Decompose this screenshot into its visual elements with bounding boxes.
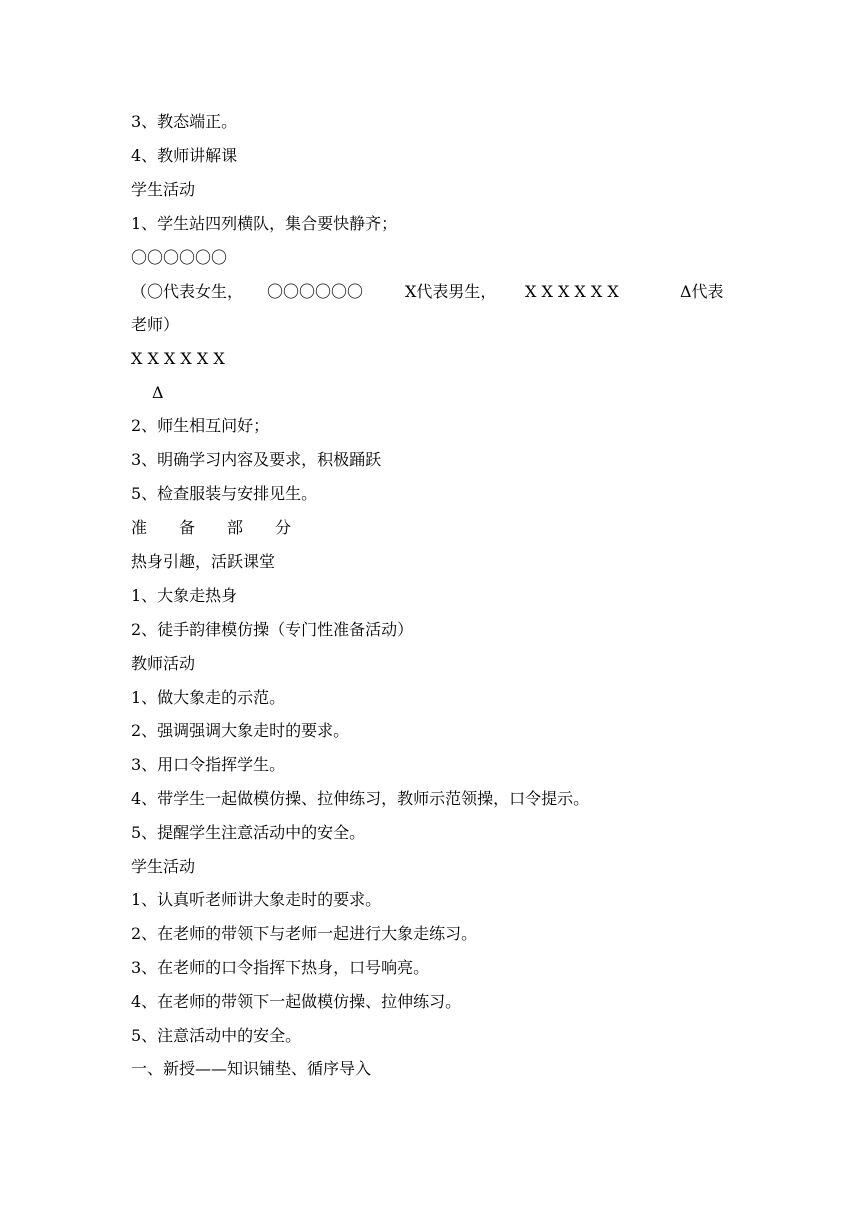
section-heading: 学生活动: [131, 857, 196, 876]
text-line: 1、认真听老师讲大象走时的要求。: [131, 890, 382, 909]
text-line: 4、教师讲解课: [131, 146, 238, 165]
formation-row: X X X X X X: [525, 282, 619, 301]
text-line: 3、在老师的口令指挥下热身，口号响亮。: [131, 958, 430, 977]
formation-row: X X X X X X: [131, 349, 225, 368]
text-line: 3、用口令指挥学生。: [131, 755, 286, 774]
text-line: 2、强调强调大象走时的要求。: [131, 721, 350, 740]
text-line: 2、在老师的带领下与老师一起进行大象走练习。: [131, 924, 478, 943]
formation-row: 〇〇〇〇〇〇: [267, 282, 364, 301]
text-line: 热身引趣，活跃课堂: [131, 552, 276, 571]
teacher-marker: Δ: [152, 383, 164, 402]
text-line: 2、徒手韵律模仿操（专门性准备活动）: [131, 620, 414, 639]
text-line: 1、做大象走的示范。: [131, 688, 286, 707]
legend-teacher: Δ代表: [680, 282, 724, 301]
section-heading: 一、新授——知识铺垫、循序导入: [131, 1059, 372, 1078]
section-heading: 教师活动: [131, 654, 196, 673]
legend-female: （〇代表女生，: [131, 282, 244, 301]
section-heading: 学生活动: [131, 180, 196, 199]
text-line: 3、教态端正。: [131, 112, 238, 131]
text-line: 5、提醒学生注意活动中的安全。: [131, 823, 366, 842]
text-line: 5、注意活动中的安全。: [131, 1026, 302, 1045]
text-line: 4、带学生一起做模仿操、拉伸练习，教师示范领操，口令提示。: [131, 789, 590, 808]
legend-male: X代表男生，: [405, 282, 497, 301]
formation-row: 〇〇〇〇〇〇: [131, 248, 228, 267]
section-heading: 准 备 部 分: [131, 518, 292, 537]
text-line: 3、明确学习内容及要求，积极踊跃: [131, 450, 382, 469]
text-line: 老师）: [131, 315, 180, 334]
text-line: 4、在老师的带领下一起做模仿操、拉伸练习。: [131, 992, 462, 1011]
text-line: 5、检查服装与安排见生。: [131, 484, 318, 503]
text-line: 1、大象走热身: [131, 586, 238, 605]
text-line: 1、学生站四列横队，集合要快静齐；: [131, 214, 398, 233]
text-line: 2、师生相互问好；: [131, 416, 270, 435]
